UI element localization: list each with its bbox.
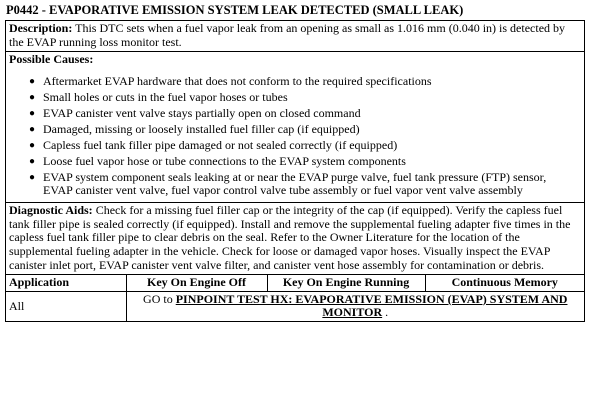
header-key-on-engine-running: Key On Engine Running [267,275,425,292]
cause-item: ● EVAP system component seals leaking at or near the EVAP purge valve, fuel tank pressure (FTP) sensor, EVAP canister vent valve, fuel vapor control valve tube assembly or fuel vapor vent valve assembly [29,169,547,198]
diagnostic-aids-label: Diagnostic Aids: [9,203,93,218]
dtc-page [5,2,585,322]
description-row [6,21,584,51]
cause-item: ● Capless fuel tank filler pipe damaged or not sealed correctly (if equipped) [29,137,398,152]
dtc-info-box [5,20,585,322]
pinpoint-test-link[interactable]: PINPOINT TEST HX: EVAPORATIVE EMISSION (EVAP) SYSTEM AND MONITOR [175,291,568,320]
application-table [6,274,584,321]
possible-causes-list [9,75,581,198]
diagnostic-aids-row [6,202,584,274]
description-text: This DTC sets when a fuel vapor leak from an opening as small as 1.016 mm (0.040 in) is detected by the EVAP running loss monitor test. [9,21,566,49]
header-key-on-engine-off: Key On Engine Off [126,275,267,292]
dtc-title: P0442 - EVAPORATIVE EMISSION SYSTEM LEAK DETECTED (SMALL LEAK) [6,3,464,17]
table-row [6,291,584,321]
description-label: Description: [9,21,73,35]
goto-suffix: . [382,305,389,320]
bullet-icon: ● [29,171,36,183]
bullet-icon: ● [29,155,36,167]
header-application: Application [6,275,126,292]
bullet-icon: ● [29,107,36,119]
table-header-row [6,275,584,292]
cause-item: ● Damaged, missing or loosely installed fuel filler cap (if equipped) [29,121,360,136]
possible-causes-row [6,51,584,202]
goto-cell [126,291,584,321]
cause-item: ● Small holes or cuts in the fuel vapor hoses or tubes [29,89,288,104]
diagnostic-aids-text: Check for a missing fuel filler cap or the integrity of the cap (if equipped). Verify the capless fuel tank filler pipe is sealed correctly (if equipped). Install and remove the supplemental fueling adapter five times in the capless fuel tank filler pipe to clear debris on the seal. Refer to the Owner Literature for the location of the supplemental fueling adapter in the vehicle. Check for loose or damaged vapor hoses. Visually inspect the EVAP canister inlet port, EVAP canister vent valve filter, and canister vent hose assembly for contamination or debris. [9,203,571,272]
cause-item: ● EVAP canister vent valve stays partially open on closed command [29,105,361,120]
header-continuous-memory: Continuous Memory [425,275,584,292]
goto-prefix: GO to [143,291,176,306]
possible-causes-label: Possible Causes: [9,52,94,67]
application-cell: All [6,291,126,321]
bullet-icon: ● [29,91,36,103]
cause-item: ● Loose fuel vapor hose or tube connections to the EVAP system components [29,153,406,168]
bullet-icon: ● [29,75,36,87]
cause-item: ● Aftermarket EVAP hardware that does not conform to the required specifications [29,73,432,88]
bullet-icon: ● [29,139,36,151]
bullet-icon: ● [29,123,36,135]
